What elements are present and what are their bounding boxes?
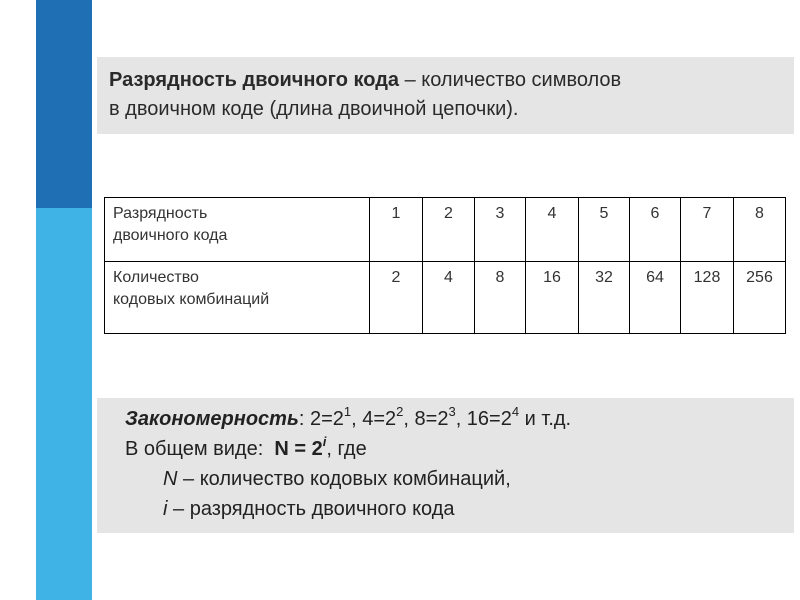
rule-eq: , 16=2 [455, 408, 512, 430]
i-symbol: i [163, 498, 168, 520]
table-row [105, 198, 786, 262]
table-cell: 4 [423, 262, 475, 334]
rule-exponent: 2 [396, 404, 404, 420]
table-cell: 5 [579, 198, 630, 262]
rule-box [97, 398, 794, 533]
table-cell: 16 [526, 262, 579, 334]
definition-line-1 [109, 66, 782, 95]
definition-term: Разрядность двоичного кода [109, 69, 400, 91]
row-label [105, 198, 370, 262]
definition-line-2: в двоичном коде (длина двоичной цепочки). [109, 98, 519, 120]
table-cell: 1 [370, 198, 423, 262]
rule-line-3 [125, 464, 794, 494]
formula-exponent: i [322, 434, 327, 450]
table-cell: 64 [630, 262, 681, 334]
table-cell: 7 [681, 198, 734, 262]
table-cell: 2 [370, 262, 423, 334]
rule-line-4 [125, 494, 794, 524]
n-description: – количество кодовых комбинаций, [177, 468, 511, 490]
rule-exponent: 1 [343, 404, 352, 420]
rule-eq: , 8=2 [403, 408, 449, 430]
general-prefix: В общем виде: [125, 438, 275, 460]
sidebar-accent-light [36, 208, 92, 600]
definition-text-1: – количество символов [399, 69, 622, 91]
row-label [105, 262, 370, 334]
formula-base: N = 2 [274, 438, 323, 460]
table-cell: 128 [681, 262, 734, 334]
formula [274, 434, 327, 460]
rule-eq: 2=2 [304, 408, 344, 430]
row-label-line-1: Разрядность [113, 205, 208, 222]
table-cell: 8 [475, 262, 526, 334]
rule-line-2 [125, 434, 794, 464]
rule-eq: , 4=2 [351, 408, 397, 430]
rule-exponent: 3 [448, 404, 456, 420]
n-symbol: N [163, 468, 178, 490]
rule-exponent: 4 [511, 404, 520, 420]
table-row [105, 262, 786, 334]
rule-line-1 [125, 404, 794, 434]
table-cell: 4 [526, 198, 579, 262]
row-label-line-1: Количество [113, 269, 199, 286]
table-cell: 6 [630, 198, 681, 262]
table-cell: 32 [579, 262, 630, 334]
row-label-line-2: кодовых комбинаций [113, 291, 270, 308]
rule-term: Закономерность [125, 408, 299, 430]
general-suffix: , где [326, 438, 367, 460]
code-table [104, 197, 786, 334]
table-cell: 8 [734, 198, 786, 262]
table-cell: 3 [475, 198, 526, 262]
rule-tail: и т.д. [519, 408, 572, 430]
row-label-line-2: двоичного кода [113, 227, 228, 244]
rule-colon: : [298, 408, 305, 430]
table-cell: 256 [734, 262, 786, 334]
table-cell: 2 [423, 198, 475, 262]
i-description: – разрядность двоичного кода [167, 498, 455, 520]
sidebar-accent-dark [36, 0, 92, 208]
definition-box [97, 57, 794, 134]
